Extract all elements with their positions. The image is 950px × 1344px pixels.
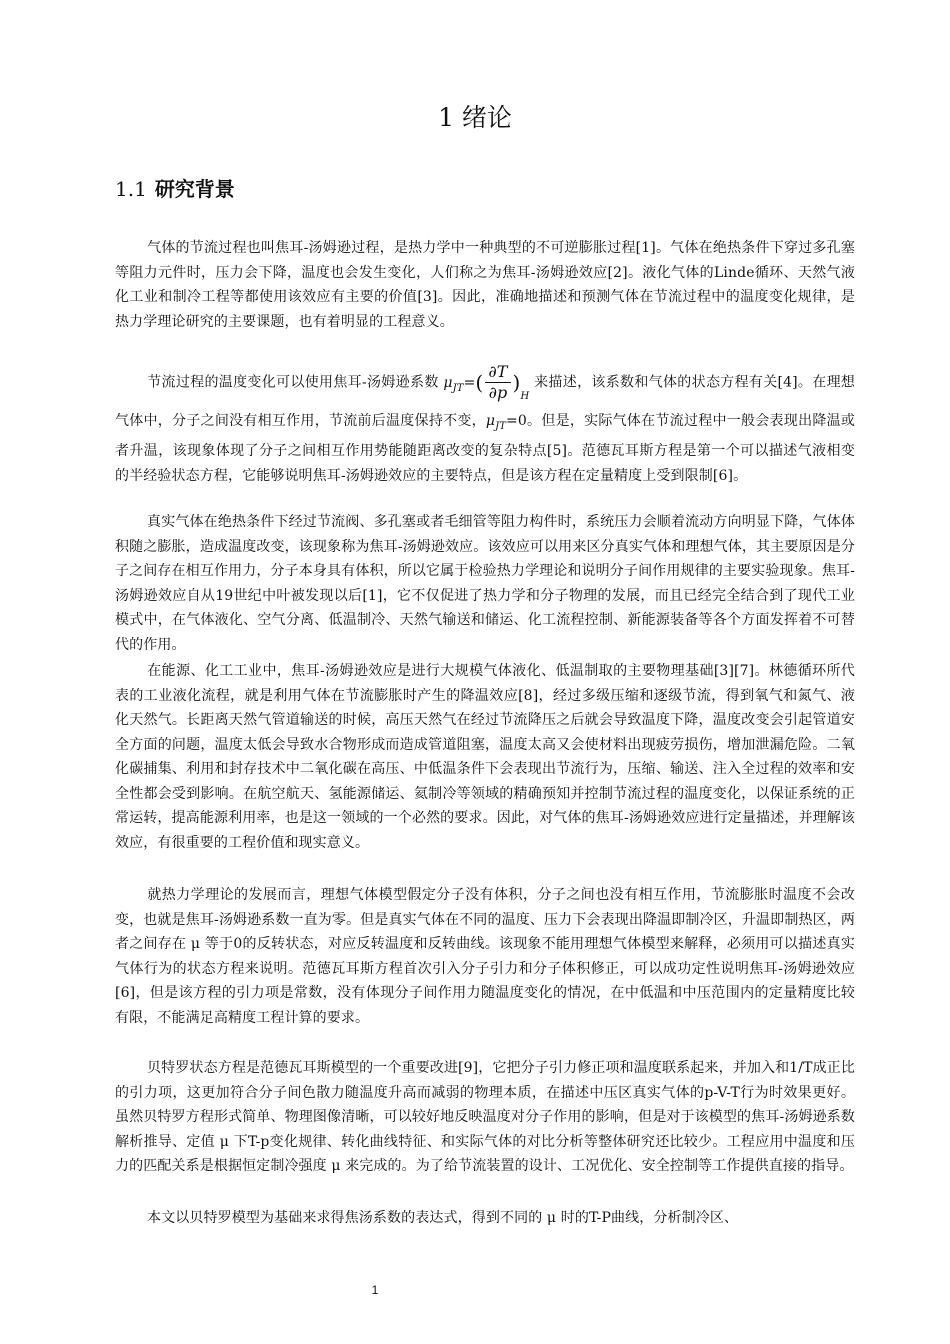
section-heading [115,174,235,204]
paragraph-4: 就热力学理论的发展而言，理想气体模型假定分子没有体积，分子之间也没有相互作用，节流膨胀时温度不会改变，也就是焦耳-汤姆逊系数一直为零。但是真实气体在不同的温度、压力下会表现出降温即制冷区，升温即制热区，两者之间存在 μ 等于0的反转状态，对应反转温度和反转曲线。该现象不能用理想气体模型来解释，必须用可以描述真实气体行为的状态方程来说明。范德瓦耳斯方程首次引入分子引力和分子体积修正，可以成功定性说明焦耳-汤姆逊效应[6]，但是该方程的引力项是常数，没有体现分子间作用力随温度变化的情况，在中低温和中压范围内的定量精度比较有限，不能满足高精度工程计算的要求。 [115,887,855,1026]
chapter-title: 1 绪论 [438,103,512,132]
section-title: 研究背景 [154,177,235,201]
formula-text-after: 来描述，该系数和气体的状态方程有关[4]。在理想气体中，分子之间没有相互作用，节流前后温度保持不变， [115,374,856,429]
paragraph-1: 气体的节流过程也叫焦耳-汤姆逊过程，是热力学中一种典型的不可逆膨胀过程[1]。气体在绝热条件下穿过多孔塞等阻力元件时，压力会下降，温度也会发生变化，人们称之为焦耳-汤姆逊效应[2]。液化气体的Linde循环、天然气液化工业和制冷工程等都使用该效应有主要的价值[3]。因此，准确地描述和预测气体在节流过程中的温度变化规律，是热力学理论研究的主要课题，也有着明显的工程意义。 [115,240,855,330]
formula-text-rest: 。但是，实际气体在节流过程中一般会表现出降温或者升温，该现象体现了分子之间相互作用势能随距离改变的复杂特点[5]。范德瓦耳斯方程是第一个可以描述气液相变的半经验状态方程，它能够说明焦耳-汤姆逊效应的主要特点，但是该方程在定量精度上受到限制[6]。 [115,412,855,484]
jt-zero-formula: $\mu_{JT}=0$ [485,412,527,432]
formula-text-before: 节流过程的温度变化可以使用焦耳-汤姆逊系数 [147,374,439,391]
paragraph-6: 本文以贝特罗模型为基础来求得焦汤系数的表达式，得到不同的 μ 时的T-P曲线，分析制冷区、 [147,1210,739,1226]
section-number: 1.1 [115,177,147,201]
paragraph-3: 在能源、化工工业中，焦耳-汤姆逊效应是进行大规模气体液化、低温制取的主要物理基础[3][7]。林德循环所代表的工业液化流程，就是利用气体在节流膨胀时产生的降温效应[8]，经过多级压缩和逐级节流，得到氧气和氮气、液化天然气。长距离天然气管道输送的时候，高压天然气在经过节流降压之后就会导致温度下降，温度改变会引起管道安全方面的问题，温度太低会导致水合物形成而造成管道阻塞，温度太高又会使材料出现疲劳损伤，增加泄漏危险。二氧化碳捕集、利用和封存技术中二氧化碳在高压、中低温条件下会表现出节流行为，压缩、输送、注入全过程的效率和安全性都会受到影响。在航空航天、氢能源储运、氦制冷等领域的精确预知并控制节流过程的温度变化，以保证系统的正常运转，提高能源利用率，也是这一领域的一个必然的要求。因此，对气体的焦耳-汤姆逊效应进行定量描述，并理解该效应，有很重要的工程价值和现实意义。 [115,663,855,851]
paragraph-formula [115,362,855,489]
paragraph-2: 真实气体在绝热条件下经过节流阀、多孔塞或者毛细管等阻力构件时，系统压力会顺着流动方向明显下降，气体体积随之膨胀，造成温度改变，该现象称为焦耳-汤姆逊效应。该效应可以用来区分真实气体和理想气体，其主要原因是分子之间存在相互作用力，分子本身具有体积，所以它属于检验热力学理论和说明分子间作用规律的主要实验现象。焦耳-汤姆逊效应自从19世纪中叶被发现以后[1]，它不仅促进了热力学和分子物理的发展，而且已经完全结合到了现代工业模式中，在气体液化、空气分离、低温制冷、天然气输送和储运、化工流程控制、新能源装备等各个方面发挥着不可替代的作用。 [115,514,855,653]
page-number: 1 [371,1283,379,1297]
paragraph-5: 贝特罗状态方程是范德瓦耳斯模型的一个重要改进[9]，它把分子引力修正项和温度联系起来，并加入和1/T成正比的引力项，这更加符合分子间色散力随温度升高而减弱的物理本质，在描述中压区真实气体的p-V-T行为时效果更好。虽然贝特罗方程形式简单、物理图像清晰，可以较好地反映温度对分子作用的影响，但是对于该模型的焦耳-汤姆逊系数解析推导、定值 μ 下T-p变化规律、转化曲线特征、和实际气体的对比分析等整体研究还比较少。工程应用中温度和压力的匹配关系是根据恒定制冷强度 μ 来完成的。为了给节流装置的设计、工况优化、安全控制等工作提供直接的指导。 [115,1060,855,1174]
jt-coefficient-formula: $\mu_{JT}=$( $\frac{\partial T}{\partial p}$ )$_H$ [443,362,530,402]
